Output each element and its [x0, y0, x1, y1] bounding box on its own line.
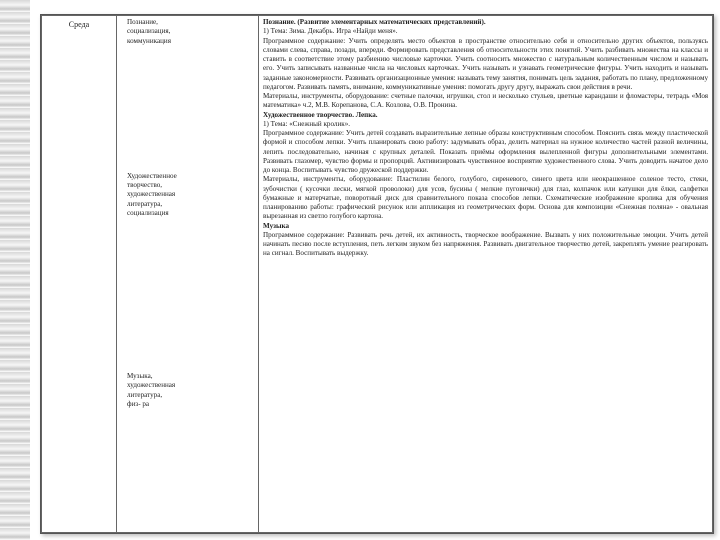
- area-line: художественная: [127, 190, 176, 199]
- area-line: социализация: [127, 208, 169, 217]
- area-line: литература,: [127, 390, 163, 399]
- lesson-plan-page: [40, 14, 714, 534]
- table-row: [42, 16, 713, 533]
- area-line: литература,: [127, 199, 163, 208]
- education-areas-cell: [117, 16, 259, 533]
- area-line: физ- ра: [127, 399, 150, 408]
- area-line: Художественное: [127, 171, 177, 180]
- area-line: Познание,: [127, 18, 158, 26]
- math-lesson-heading: Познание. (Развитие элементарных математических представлений).: [263, 18, 486, 26]
- area-line: художественная: [127, 381, 176, 390]
- art-lesson-theme: 1) Тема: «Снежный кролик».: [263, 119, 351, 128]
- day-cell: [42, 16, 117, 533]
- area-line: творчество,: [127, 181, 163, 189]
- area-line: социализация,: [127, 27, 171, 36]
- art-program-content: Программное содержание: Учить детей создавать выразительные лепные образы конструктивным способом. Пояснить связь между пластической формой и способом лепки. Учить планировать свою работу: задумывать образ, делить материал на нужное количество частей разной величины, лепить последовательно, начиная с крупных деталей. Показать приёмы оформления вылепленной фигуры дополнительными элементами. Развивать глазомер, чувство формы и пропорций. Активизировать чувственное восприятие художественного слова. Учить доводить начатое дело до конца. Воспитывать чувство дружеской поддержки.: [263, 129, 708, 174]
- math-materials: Материалы, инструменты, оборудование: счетные палочки, игрушки, стол и несколько стульев, цветные карандаши и фломастеры, тетрадь «Моя математика» ч.2, М.В. Корепанова, С.А. Козлова, О.В. Пронина.: [263, 92, 708, 110]
- lesson-plan-table: [41, 15, 713, 533]
- music-lesson-heading: Музыка: [263, 221, 290, 230]
- area-art: [127, 172, 255, 218]
- area-cognition: [127, 18, 255, 46]
- activity-content-cell: [259, 16, 713, 533]
- area-music: [127, 372, 255, 409]
- math-program-content: Программное содержание: Учить определять место объектов в пространстве относительно себя и относительно других объектов, пользуясь словами слева, справа, позади, впереди. Формировать представления об относительности этих понятий. Учить разбивать множества на классы и ставить в соответствие этому разбиению числовые карточки. Учить соотносить множество с натуральным количественным числом и называть его. Учить записывать названные числа на числовых карточках. Учить называть и узнавать геометрические фигуры. Учить находить и называть заданные закономерности. Развивать организационные умения: называть тему занятия, понимать цель задания, работать по плану, предложенному педагогом. Развивать память, внимание, коммуникативные умения: помогать другу другу, выражать свои действия в речи.: [263, 36, 708, 91]
- art-lesson-heading: Художественное творчество. Лепка.: [263, 110, 378, 119]
- area-line: Музыка,: [127, 372, 153, 380]
- music-program-content: Программное содержание: Развивать речь детей, их активность, творческое воображение. Вызвать у них положительные эмоции. Учить детей начинать песню после вступления, петь легким звуком без напряжения. Развивать двигательное творчество детей, закреплять умение реагировать на сигнал. Воспитывать выдержку.: [263, 230, 708, 258]
- spiral-binding: [0, 0, 30, 540]
- day-label: Среда: [68, 20, 90, 29]
- math-lesson-theme: 1) Тема: Зима. Декабрь. Игра «Найди меня».: [263, 27, 398, 36]
- art-materials: Материалы, инструменты, оборудование: Пластилин белого, голубого, сиреневого, синего цвета или неокрашенное соленое тесто, стеки, зубочистки ( кусочки лески, мягкой проволоки) для усов, бусины ( мелкие пуговички) для глаз, колпачок или катушки для ёлки, салфетки бумажные и матерчатые, поворотный диск для сравнительного показа способов лепки. Схематические изображение кролика для обучения планированию работы: графический рисунок или аппликация из геометрических форм. Основа для композиции «Снежная поляна» - овальная вырезанная из светло голубого картона.: [263, 175, 708, 221]
- area-line: коммуникация: [127, 36, 171, 45]
